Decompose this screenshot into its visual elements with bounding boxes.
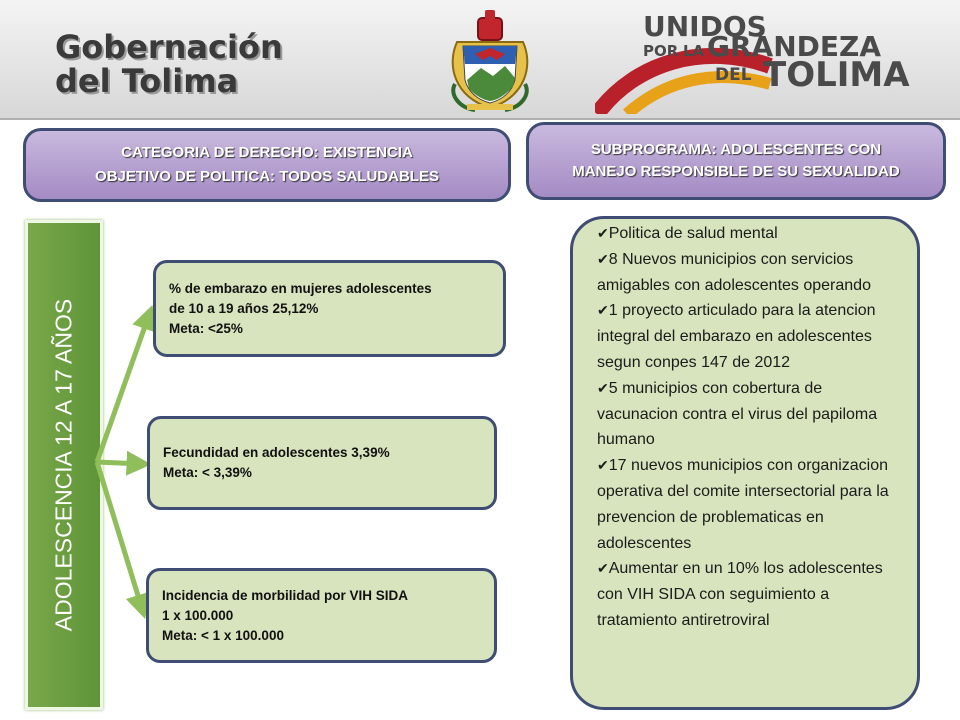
goal-text: 17 nuevos municipios con organizacion operativa del comite intersectorial para la prevencion de problematicas en adolescentes	[597, 457, 889, 552]
check-icon: ✔	[597, 302, 609, 319]
indicator-meta: Meta: < 3,39%	[163, 465, 252, 480]
check-icon: ✔	[597, 457, 609, 474]
goals-list	[597, 221, 897, 634]
check-icon: ✔	[597, 250, 609, 267]
goal-item	[597, 221, 897, 247]
slogan-del: DEL	[715, 65, 752, 85]
goal-item	[597, 376, 897, 453]
slogan-tolima: TOLIMA	[763, 55, 910, 95]
check-icon: ✔	[597, 225, 609, 241]
check-icon: ✔	[597, 379, 609, 396]
goal-text: 5 municipios con cobertura de vacunacion contra el virus del papiloma humano	[597, 379, 878, 449]
goals-box	[570, 216, 920, 710]
indicator-line: % de embarazo en mujeres adolescentes	[169, 280, 432, 296]
goal-item	[597, 247, 897, 299]
indicator-meta: Meta: <25%	[169, 320, 243, 336]
slogan-logo	[595, 2, 945, 114]
subprograma-line1: SUBPROGRAMA: ADOLESCENTES CON	[590, 141, 882, 158]
check-icon: ✔	[597, 560, 609, 577]
categoria-box	[23, 128, 511, 202]
goal-text: 1 proyecto articulado para la atencion integral del embarazo en adolescentes segun conpes 147 de 2012	[597, 302, 876, 371]
subprograma-box	[526, 122, 946, 200]
indicator-line: de 10 a 19 años 25,12%	[169, 300, 319, 316]
indicator-box-embarazo	[153, 260, 506, 357]
arrow-to-indicator-1	[97, 312, 150, 462]
age-group-bar	[25, 220, 103, 710]
arrow-to-indicator-2	[97, 462, 144, 464]
goal-text: 8 Nuevos municipios con servicios amigables con adolescentes operando	[597, 250, 871, 294]
categoria-line2: OBJETIVO DE POLITICA: TODOS SALUDABLES	[95, 168, 439, 185]
slogan-por: POR	[643, 42, 679, 60]
goal-text: Aumentar en un 10% los adolescentes con VIH SIDA con seguimiento a tratamiento antiretroviral	[597, 560, 883, 629]
indicator-line: Incidencia de morbilidad por VIH SIDA	[162, 587, 409, 603]
header-title-line1: Gobernación	[55, 28, 283, 66]
slogan-la: LA	[683, 42, 705, 60]
indicator-meta: Meta: < 1 x 100.000	[162, 627, 284, 643]
arrow-to-indicator-3	[97, 462, 143, 612]
slogan-grandeza: GRANDEZA	[707, 30, 881, 63]
header-title	[55, 30, 283, 98]
goal-item	[597, 556, 897, 633]
coat-of-arms-logo	[445, 4, 535, 114]
categoria-line1: CATEGORIA DE DERECHO: EXISTENCIA	[121, 144, 413, 161]
goal-item	[597, 298, 897, 375]
subprograma-line2: MANEJO RESPONSIBLE DE SU SEXUALIDAD	[572, 163, 900, 180]
indicator-line: 1 x 100.000	[162, 607, 234, 623]
slogan-unidos: UNIDOS	[643, 10, 767, 43]
indicator-line: Fecundidad en adolescentes 3,39%	[163, 445, 390, 460]
header-banner	[0, 0, 960, 120]
indicator-box-fecundidad	[147, 416, 497, 510]
header-title-line2: del Tolima	[55, 62, 239, 100]
goal-item	[597, 453, 897, 556]
goal-text: Politica de salud mental	[608, 225, 778, 242]
age-group-label: ADOLESCENCIA 12 A 17 AÑOS	[50, 298, 77, 632]
indicator-box-vih	[146, 568, 497, 663]
